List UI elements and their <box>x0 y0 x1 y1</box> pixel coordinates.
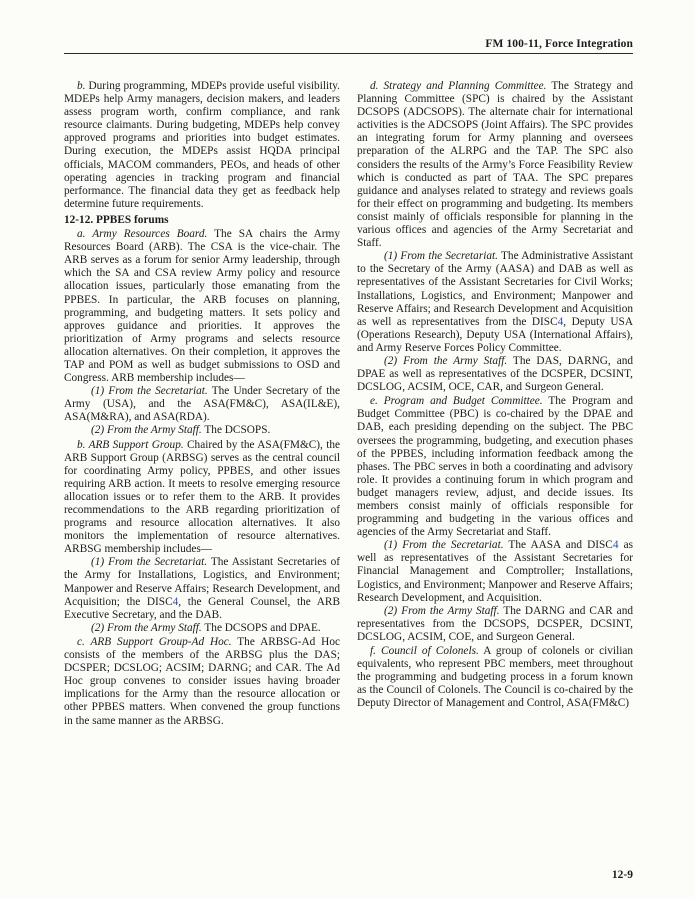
para-lead: (1) From the Secretariat. <box>91 385 208 398</box>
subpara-arb-2-army-staff <box>64 424 340 437</box>
page-header <box>64 38 633 54</box>
para-text: The ARBSG-Ad Hoc consists of the members of the ARBSG plus the DAS; DCSPER; DCSLOG; ACSIM; DARNG; and CAR. The Ad Hoc group convenes to consider issues having broader implications for the Army than the resource allocation or other PPBES matters. When convened the group functions in the same manner as the ARBSG. <box>64 635 341 727</box>
para-lead: e. Program and Budget Committee. <box>370 395 543 408</box>
subpara-spc-2-army-staff <box>357 355 633 394</box>
para-text: The DAS, DARNG, and DPAE as well as representatives of the DCSPER, DCSINT, DCSLOG, ACSIM, OCE, CAR, and Surgeon General. <box>357 354 634 394</box>
para-text: A group of colonels or civilian equivalents, who represent PBC members, meet throughout the programming and budgeting process in a forum known as the Council of Colonels. The Council is co-chaired by the Deputy Director of Management and Control, ASA(FM&C) <box>357 645 634 710</box>
para-f-council-of-colonels <box>357 645 633 710</box>
para-d-strategy-planning-committee <box>357 80 633 250</box>
disc4-reference-link[interactable]: 4 <box>612 539 619 552</box>
para-text: The Administrative Assistant to the Secretary of the Army (AASA) and DAB as well as representatives of the Assistant Secretaries for Civil Works; Installations, Logistics, and Environment; Manpower and Reserve Affairs; and Research Development and Acquisition as well as representatives from the DISC4, Deputy USA (Operations Research), Deputy USA (International Affairs), and Army Reserve Forces Policy Committee. <box>357 250 633 354</box>
para-b-mdeps <box>64 80 340 211</box>
subpara-arbsg-2-army-staff <box>64 622 340 635</box>
subpara-arbsg-1-secretariat <box>64 556 340 621</box>
header-rule <box>64 53 633 54</box>
left-column <box>64 80 340 728</box>
para-a-army-resources-board <box>64 228 340 385</box>
para-lead: f. Council of Colonels. <box>370 645 479 658</box>
right-column <box>357 80 633 728</box>
para-lead: (1) From the Secretariat. <box>91 556 208 569</box>
para-lead: a. Army Resources Board. <box>77 228 208 241</box>
para-text: The Under Secretary of the Army (USA), and the ASA(FM&C), ASA(IL&E), ASA(M&RA), and ASA(RDA). <box>64 385 341 424</box>
para-text: The DARNG and CAR and representatives from the DCSOPS, DCSPER, DCSINT, DCSLOG, ACSIM, COE, and Surgeon General. <box>357 604 633 643</box>
para-lead: d. Strategy and Planning Committee. <box>370 80 547 92</box>
para-lead: b. <box>77 80 86 92</box>
para-text: Chaired by the ASA(FM&C), the ARB Support Group (ARBSG) serves as the central council for coordinating Army policy, PPBES, and other issues requiring ARB action. It meets to resolve emerging resource allocation issues or to refer them to the ARB. It provides recommendations to the ARB regarding prioritization of programs and resource allocation alternatives. It also monitors the implementation of resource alternatives. ARBSG membership includes— <box>64 438 341 556</box>
para-text: The AASA and DISC4 as well as representatives of the Assistant Secretaries for Financial Management and Comptroller; Installations, Logistics, and Environment; Manpower and Reserve Affairs; Research Development, and Acquisition. <box>357 539 633 604</box>
para-text: The Program and Budget Committee (PBC) is co-chaired by the DPAE and DAB, each presiding depending on the subject. The PBC oversees the programming, budgeting, and execution phases of the PPBES, including information feedback among the phases. The PBC serves in both a coordinating and advisory role. It provides a continuing forum in which program and budget managers review, adjust, and decide issues. Its members consist mainly of officials responsible for programming and budgeting in the various offices and agencies of the Army Secretariat and Staff. <box>357 395 634 539</box>
para-text: The DCSOPS and DPAE. <box>204 621 321 634</box>
para-lead: (2) From the Army Staff. <box>91 621 202 634</box>
subpara-pbc-2-army-staff <box>357 605 633 644</box>
para-lead: (2) From the Army Staff. <box>384 354 508 367</box>
disc4-reference-link[interactable]: 4 <box>557 315 564 328</box>
para-lead: (1) From the Secretariat. <box>384 250 498 263</box>
para-text: The Strategy and Planning Committee (SPC) is chaired by the Assistant DCSOPS (ADCSOPS). The alternate chair for international activities is the ADCSOPS (Joint Affairs). The SPC provides an integrating forum for Army planning and oversees preparation of the ALRPG and the TAP. The SPC also considers the results of the Army’s Force Feasibility Review which is conducted as part of TAA. The SPC prepares guidance and analyses related to strategy and reviews goals for their effect on programming and budgeting. Its members consist mainly of officials responsible for planning in the various offices and agencies of the Army Secretariat and Staff. <box>357 80 633 250</box>
para-lead: b. ARB Support Group. <box>77 438 184 451</box>
heading-12-12-ppbes-forums: 12-12. PPBES forums <box>64 213 169 226</box>
para-lead: (1) From the Secretariat. <box>384 539 504 552</box>
para-text: The SA chairs the Army Resources Board (ARB). The CSA is the vice-chair. The ARB serves as a forum for senior Army leadership, through which the SA and CSA review Army policy and resource allocation issues, particularly those emanating from the PPBES. In particular, the ARB focuses on planning, programming, and budgeting matters. It sets policy and approves guidance and priorities. It approves the prioritization of Army programs and selects resource allocation alternatives. On their completion, it approves the TAP and POM as well as budget submissions to OSD and Congress. ARB membership includes— <box>64 228 340 385</box>
para-lead: (2) From the Army Staff. <box>91 424 202 437</box>
para-text: The Assistant Secretaries of the Army for Installations, Logistics, and Environment; Manpower and Reserve Affairs; Research Development, and Acquisition; the DISC4, the General Counsel, the ARB Executive Secretary, and the DAB. <box>64 556 340 621</box>
para-text: The DCSOPS. <box>204 424 271 437</box>
running-header-title: FM 100-11, Force Integration <box>485 38 633 50</box>
page-number: 12-9 <box>611 869 633 881</box>
para-lead: c. ARB Support Group-Ad Hoc. <box>77 635 232 648</box>
subpara-arb-1-secretariat <box>64 385 340 424</box>
disc4-reference-link[interactable]: 4 <box>172 595 179 608</box>
subpara-pbc-1-secretariat <box>357 539 633 604</box>
two-column-body <box>64 80 633 728</box>
para-b-arb-support-group <box>64 439 340 557</box>
para-e-program-budget-committee <box>357 395 633 539</box>
para-c-arb-support-group-ad-hoc <box>64 636 340 728</box>
subpara-spc-1-secretariat <box>357 250 633 355</box>
para-lead: (2) From the Army Staff. <box>384 604 500 617</box>
para-text: During programming, MDEPs provide useful visibility. MDEPs help Army managers, decision makers, and leaders assess program worth, confirm compliance, and rank resource claimants. During budgeting, MDEPs help convey approved programs and priorities into budget estimates. During execution, the MDEPs assist HQDA principal officials, MACOM commanders, PEOs, and heads of other operating agencies in tracking program and financial performance. The financial data they get as feedback help determine future requirements. <box>64 80 341 210</box>
